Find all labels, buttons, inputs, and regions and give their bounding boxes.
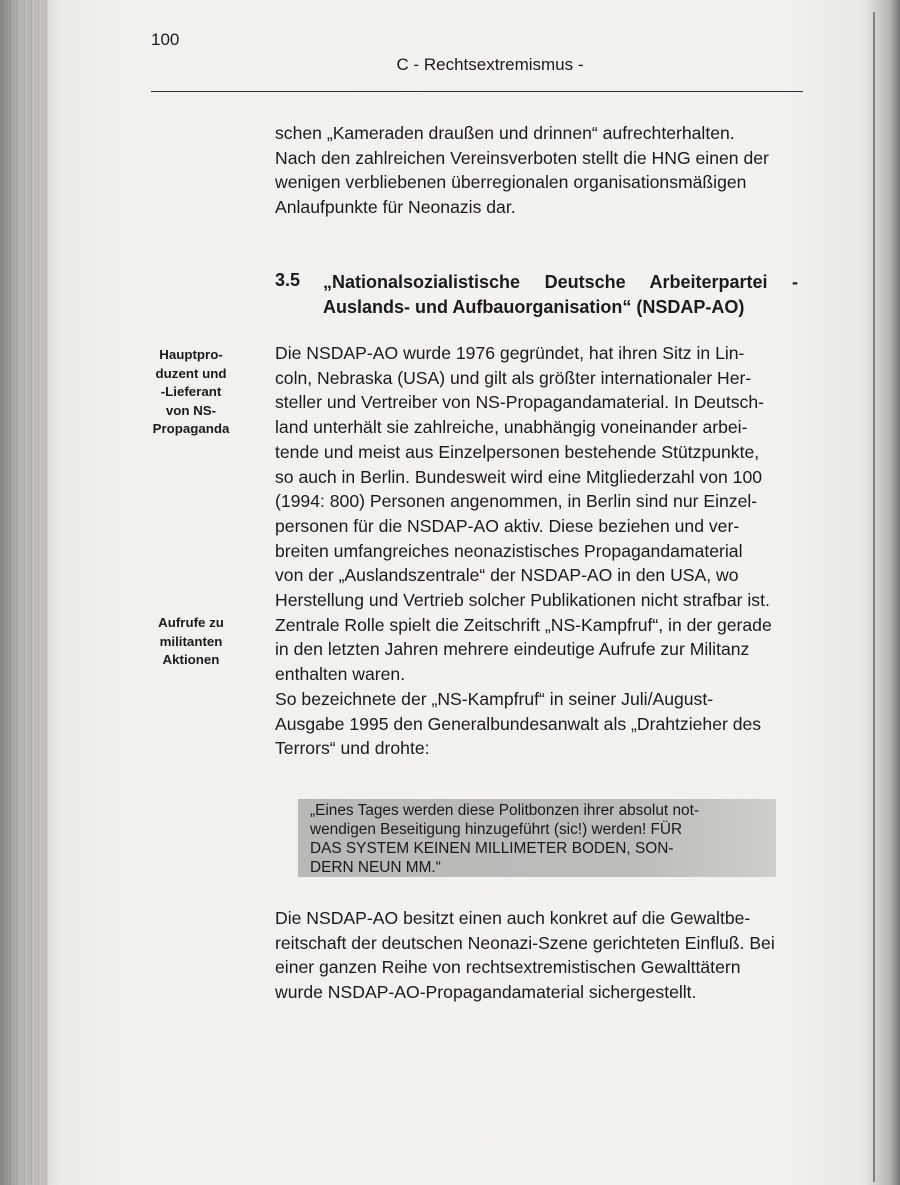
- text-line: wurde NSDAP-AO-Propagandamaterial sichergestellt.: [275, 982, 697, 1003]
- text-line: Ausgabe 1995 den Generalbundesanwalt als „Drahtzieher des: [275, 713, 762, 734]
- text-line: coln, Nebraska (USA) und gilt als größter internationaler Her-: [275, 367, 752, 388]
- margin-note-propaganda: [135, 346, 247, 439]
- paragraph-influence: [275, 906, 795, 1005]
- margin-note-militancy: [135, 614, 247, 670]
- text-line: enthalten waren.: [275, 664, 406, 685]
- paragraph-intro: [275, 121, 795, 220]
- text-line: land unterhält sie zahlreiche, unabhängig voneinander arbei-: [275, 417, 748, 438]
- page-right-shadow: [864, 0, 900, 1185]
- margin-note-line: -Lieferant: [160, 384, 222, 399]
- page-number: 100: [151, 30, 180, 49]
- text-line: Die NSDAP-AO wurde 1976 gegründet, hat ihren Sitz in Lin-: [275, 343, 745, 363]
- running-header: C - Rechtsextremismus -: [396, 55, 584, 74]
- text-line: personen für die NSDAP-AO aktiv. Diese beziehen und ver-: [275, 515, 740, 536]
- margin-note-line: Propaganda: [152, 421, 230, 436]
- section-title-line: Auslands- und Aufbauorganisation“ (NSDAP-AO): [323, 297, 745, 317]
- margin-note-line: von NS-: [165, 402, 217, 418]
- spine-shadow: [0, 0, 60, 1185]
- text-line: So bezeichnete der „NS-Kampfruf“ in seiner Juli/August-: [275, 688, 714, 709]
- text-line: wenigen verbliebenen überregionalen organisationsmäßigen: [275, 172, 747, 193]
- margin-note-line: Hauptpro-: [159, 347, 223, 362]
- text-line: (1994: 800) Personen angenommen, in Berlin sind nur Einzel-: [275, 491, 758, 512]
- text-line: einer ganzen Reihe von rechtsextremistischen Gewalttätern: [275, 957, 741, 978]
- text-line: schen „Kameraden draußen und drinnen“ aufrechterhalten.: [275, 123, 735, 143]
- text-line: tende und meist aus Einzelpersonen bestehende Stützpunkte,: [275, 441, 760, 462]
- margin-note-line: Aktionen: [162, 652, 220, 667]
- text-line: so auch in Berlin. Bundesweit wird eine Mitgliederzahl von 100: [275, 466, 763, 487]
- section-number: 3.5: [275, 270, 301, 290]
- text-line: Zentrale Rolle spielt die Zeitschrift „NS-Kampfruf“, in der gerade: [275, 614, 772, 635]
- text-line: reitschaft der deutschen Neonazi-Szene gerichteten Einfluß. Bei: [275, 932, 775, 953]
- section-title: [323, 270, 798, 320]
- paragraph-nsdap-ao: [275, 341, 795, 761]
- text-line: breiten umfangreiches neonazistisches Propagandamaterial: [275, 540, 743, 561]
- text-line: Herstellung und Vertrieb solcher Publikationen nicht strafbar ist.: [275, 590, 770, 611]
- header-rule: [151, 91, 803, 92]
- margin-note-line: militanten: [159, 633, 223, 649]
- quote-line: wendigen Beseitigung hinzugeführt (sic!) werden! FÜR: [310, 821, 683, 838]
- page-right-edge: [873, 12, 875, 1182]
- text-line: Nach den zahlreichen Vereinsverboten stellt die HNG einen der: [275, 147, 769, 168]
- quote-line: „Eines Tages werden diese Politbonzen ihrer absolut not-: [310, 802, 699, 819]
- text-line: in den letzten Jahren mehrere eindeutige Aufrufe zur Militanz: [275, 639, 750, 660]
- quote-line: DERN NEUN MM.“: [310, 859, 441, 876]
- text-line: Terrors“ und drohte:: [275, 738, 430, 759]
- text-line: Die NSDAP-AO besitzt einen auch konkret auf die Gewaltbe-: [275, 908, 751, 928]
- margin-note-line: duzent und: [155, 365, 227, 381]
- text-line: von der „Auslandszentrale“ der NSDAP-AO in den USA, wo: [275, 565, 739, 586]
- quote-line: DAS SYSTEM KEINEN MILLIMETER BODEN, SON-: [310, 840, 674, 857]
- text-line: Anlaufpunkte für Neonazis dar.: [275, 197, 516, 218]
- section-title-line: „Nationalsozialistische Deutsche Arbeiterpartei -: [323, 272, 798, 292]
- text-line: steller und Vertreiber von NS-Propagandamaterial. In Deutsch-: [275, 392, 764, 413]
- quote-text: [310, 801, 757, 877]
- margin-note-line: Aufrufe zu: [158, 615, 224, 630]
